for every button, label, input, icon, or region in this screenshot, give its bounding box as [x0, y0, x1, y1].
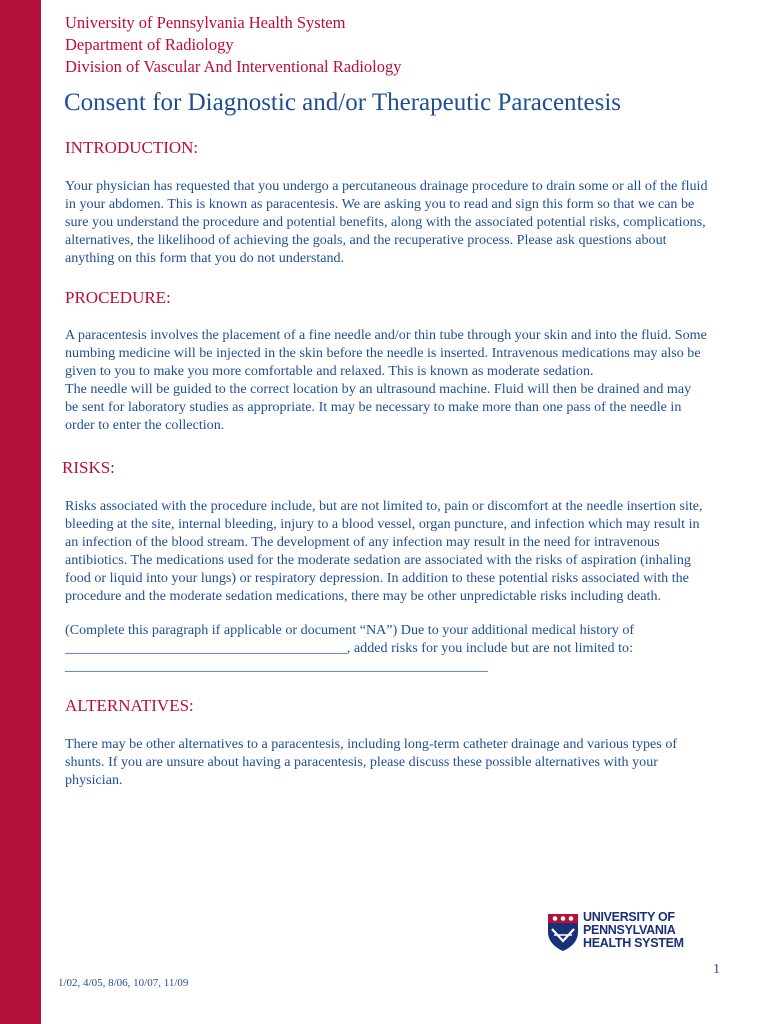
introduction-line: alternatives, the likelihood of achieving the goals, and the recuperative process. Please ask questions about — [65, 232, 667, 248]
document-title: Consent for Diagnostic and/or Therapeutic Paracentesis — [64, 89, 622, 116]
risks-heading: RISKS: — [62, 458, 115, 477]
procedure-line: order to enter the collection. — [65, 417, 225, 433]
page-number: 1 — [713, 962, 720, 977]
left-accent-bar — [0, 0, 41, 1024]
risks-line: procedure and the moderate sedation medications, there may be other unpredictable risks including death. — [65, 588, 662, 604]
risks-line: food or liquid into your lungs) or respiratory depression. In addition to these potential risks associated with the — [65, 570, 689, 586]
logo-line: PENNSYLVANIA — [583, 923, 676, 937]
procedure-heading: PROCEDURE: — [65, 288, 171, 307]
university-shield-icon — [546, 912, 580, 952]
procedure-line: The needle will be guided to the correct location by an ultrasound machine. Fluid will then be drained and may — [65, 381, 692, 397]
alternatives-line: shunts. If you are unsure about having a paracentesis, please discuss these possible alternatives with your — [65, 754, 658, 770]
logo-line: UNIVERSITY OF — [583, 910, 675, 924]
risks-line: an infection of the blood stream. The development of any infection may result in the need for intravenous — [65, 534, 660, 550]
department-name: Department of Radiology — [65, 35, 234, 54]
procedure-line: be sent for laboratory studies as appropriate. It may be necessary to make more than one pass of the needle in — [65, 399, 682, 415]
procedure-line: given to you to make you more comfortable and relaxed. This is known as moderate sedation. — [65, 363, 594, 379]
risks-line: bleeding at the site, internal bleeding, injury to a blood vessel, organ puncture, and infection which may result in — [65, 516, 700, 532]
introduction-line: in your abdomen. This is known as paracentesis. We are asking you to read and sign this form so that we can be — [65, 196, 695, 212]
division-name: Division of Vascular And Interventional Radiology — [65, 57, 402, 76]
risks-line: antibiotics. The medications used for the moderate sedation are associated with the risks of aspiration (inhaling — [65, 552, 691, 568]
procedure-line: numbing medicine will be injected in the skin before the needle is inserted. Intravenous medications may also be — [65, 345, 701, 361]
alternatives-line: There may be other alternatives to a paracentesis, including long-term catheter drainage and various types of — [65, 736, 678, 752]
logo-line: HEALTH SYSTEM — [583, 936, 684, 950]
alternatives-paragraph — [65, 735, 765, 789]
procedure-line: A paracentesis involves the placement of a fine needle and/or thin tube through your skin and into the fluid. Some — [65, 327, 707, 343]
additional-risks-line: (Complete this paragraph if applicable or document “NA”) Due to your additional medical history of — [65, 622, 635, 638]
institution-name: University of Pennsylvania Health System — [65, 13, 346, 32]
introduction-paragraph — [65, 177, 765, 267]
institution-header — [65, 12, 402, 78]
revision-dates: 1/02, 4/05, 8/06, 10/07, 11/09 — [58, 977, 189, 989]
additional-risks-paragraph — [65, 621, 765, 675]
logo-wordmark — [583, 911, 684, 950]
penn-health-system-logo — [546, 910, 706, 954]
introduction-line: sure you understand the procedure and potential benefits, along with the associated potential risks, complications, — [65, 214, 706, 230]
introduction-line: Your physician has requested that you undergo a percutaneous drainage procedure to drain some or all of the fluid — [65, 178, 708, 194]
introduction-line: anything on this form that you do not understand. — [65, 250, 345, 266]
alternatives-heading: ALTERNATIVES: — [65, 696, 194, 715]
alternatives-line: physician. — [65, 772, 123, 788]
introduction-heading: INTRODUCTION: — [65, 138, 199, 157]
medical-history-blank-line: ________________________________________, added risks for you include but are not limited to: — [65, 640, 633, 656]
risks-line: Risks associated with the procedure include, but are not limited to, pain or discomfort at the needle insertion site, — [65, 498, 703, 514]
added-risks-blank-line: ____________________________________________________________ — [65, 658, 488, 674]
risks-paragraph — [65, 497, 765, 605]
procedure-paragraph — [65, 326, 765, 434]
